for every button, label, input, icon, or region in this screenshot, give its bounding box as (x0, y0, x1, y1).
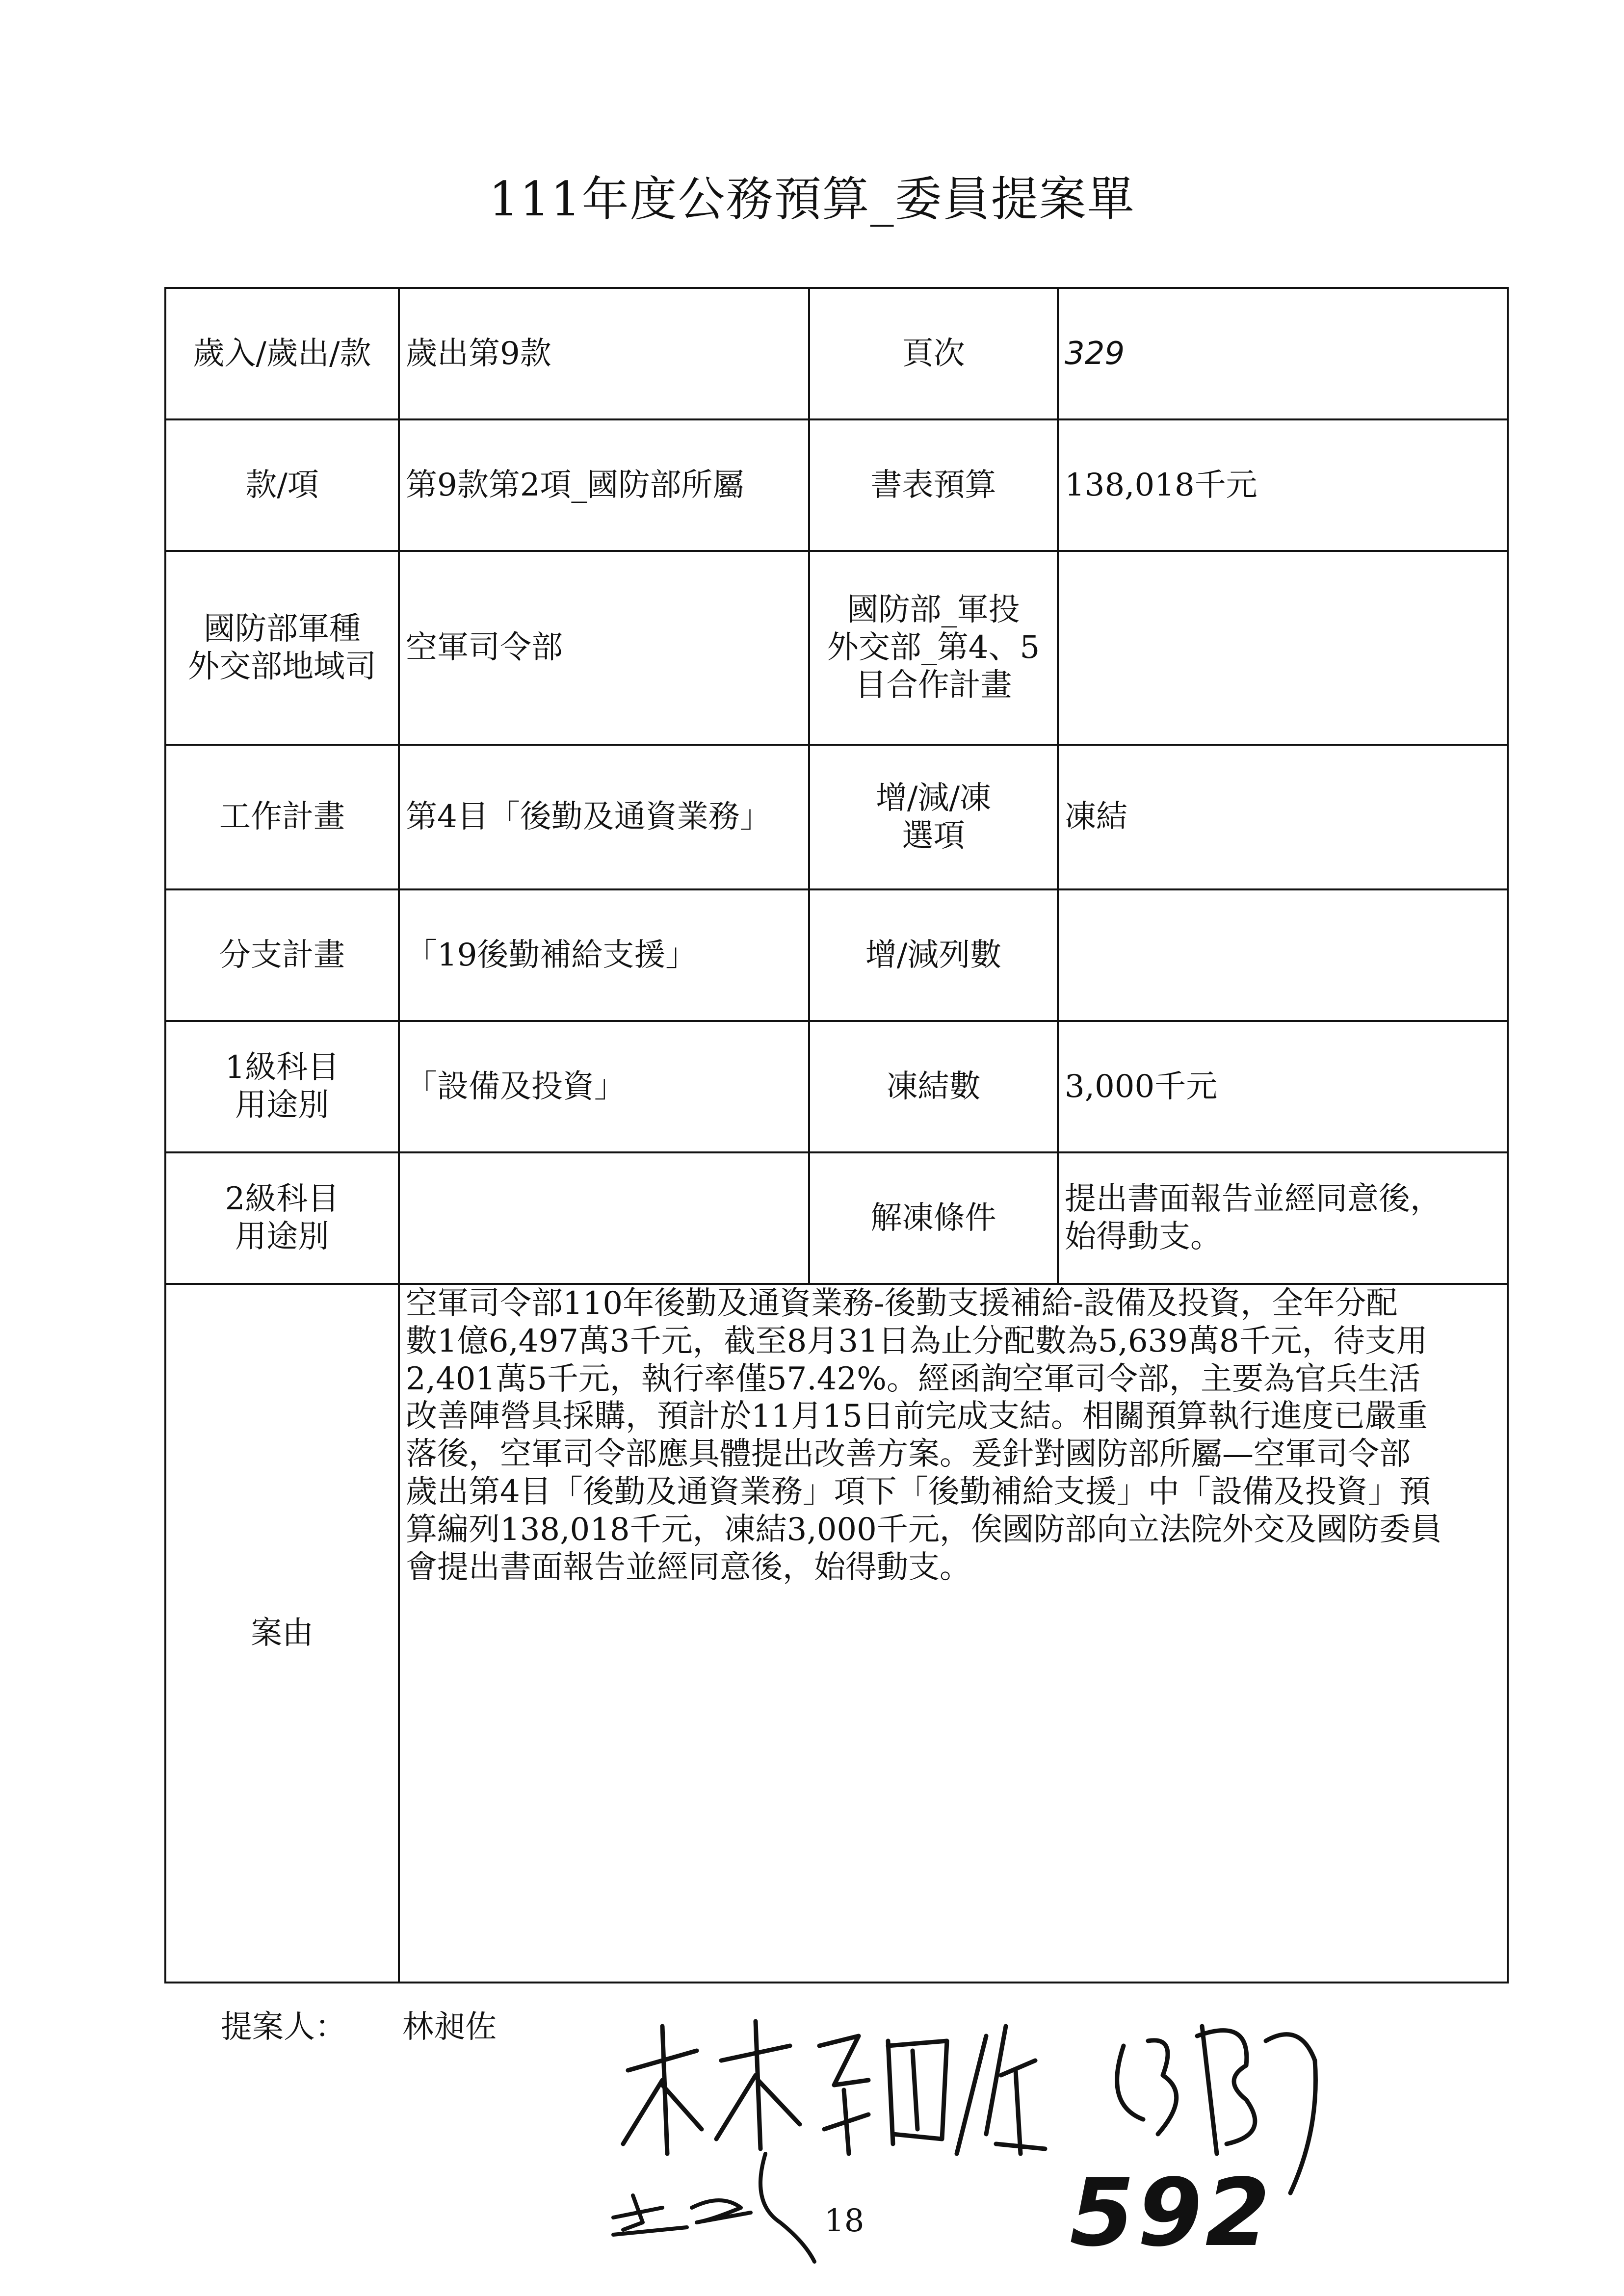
label-reason: 案由 (165, 1284, 399, 1983)
handwritten-initials (603, 2149, 829, 2267)
value-adjust-option: 凍結 (1058, 745, 1508, 889)
value-budget: 138,018千元 (1058, 419, 1508, 551)
label-level2-line-2: 用途別 (235, 1219, 329, 1255)
row-branch-plan (165, 889, 1508, 1021)
reason-line-1: 空軍司令部110年後勤及通資業務-後勤支援補給-設備及投資，全年分配 (406, 1285, 1398, 1322)
row-agency (165, 551, 1508, 745)
label-adjust-option (809, 745, 1058, 889)
label-cooperation-line-2: 外交部_第4、5 (827, 629, 1040, 666)
value-section: 第9款第2項_國防部所屬 (399, 419, 809, 551)
label-adjust-amount: 增/減列數 (809, 889, 1058, 1021)
label-agency (165, 551, 399, 745)
proposer-name: 林昶佐 (402, 2009, 497, 2045)
label-unfreeze-condition: 解凍條件 (809, 1152, 1058, 1284)
label-page: 頁次 (809, 288, 1058, 419)
reason-line-6: 歲出第4目「後勤及通資業務」項下「後勤補給支援」中「設備及投資」預 (406, 1473, 1431, 1510)
label-adjust-line-2: 選項 (902, 817, 965, 854)
label-agency-line-1: 國防部軍種 (204, 610, 361, 647)
reason-line-2: 數1億6,497萬3千元，截至8月31日為止分配數為5,639萬8千元，待支用 (406, 1323, 1428, 1359)
label-level1-line-2: 用途別 (235, 1087, 329, 1123)
value-work-plan: 第4目「後勤及通資業務」 (399, 745, 809, 889)
reason-line-5: 落後，空軍司令部應具體提出改善方案。爰針對國防部所屬—空軍司令部 (406, 1436, 1411, 1473)
label-branch-plan: 分支計畫 (165, 889, 399, 1021)
value-level1-subject: 「設備及投資」 (399, 1021, 809, 1152)
proposer-label: 提案人： (221, 2009, 346, 2045)
value-freeze-amount: 3,000千元 (1058, 1021, 1508, 1152)
label-category: 歲入/歲出/款 (165, 288, 399, 419)
value-agency: 空軍司令部 (399, 551, 809, 745)
label-level2-line-1: 2級科目 (225, 1181, 340, 1218)
label-level1-subject (165, 1021, 399, 1152)
reason-line-4: 改善陣營具採購，預計於11月15日前完成支結。相關預算執行進度已嚴重 (406, 1398, 1428, 1435)
label-cooperation-line-1: 國防部_軍投 (847, 592, 1020, 628)
label-work-plan: 工作計畫 (165, 745, 399, 889)
unfreeze-line-2: 始得動支。 (1065, 1219, 1222, 1255)
row-category (165, 288, 1508, 419)
page-title: 111年度公務預算_委員提案單 (489, 172, 1135, 227)
value-level2-subject (399, 1152, 809, 1284)
reason-line-3: 2,401萬5千元，執行率僅57.42%。經函詢空軍司令部，主要為官兵生活 (406, 1360, 1420, 1397)
label-level1-line-1: 1級科目 (225, 1049, 340, 1086)
value-category: 歲出第9款 (399, 288, 809, 419)
value-cooperation-plan (1058, 551, 1508, 745)
row-level2-subject (165, 1152, 1508, 1284)
row-reason (165, 1284, 1508, 1983)
proposal-form-table (164, 287, 1507, 1983)
reason-line-7: 算編列138,018千元，凍結3,000千元，俟國防部向立法院外交及國防委員 (406, 1511, 1442, 1548)
label-budget: 書表預算 (809, 419, 1058, 551)
reason-text (399, 1284, 1508, 1983)
row-section (165, 419, 1508, 551)
value-adjust-amount (1058, 889, 1508, 1021)
label-agency-line-2: 外交部地域司 (188, 648, 376, 685)
label-section: 款/項 (165, 419, 399, 551)
handwritten-stamp-number: 592 (1070, 2159, 1273, 2267)
row-level1-subject (165, 1021, 1508, 1152)
label-adjust-line-1: 增/減/凍 (875, 780, 992, 816)
unfreeze-line-1: 提出書面報告並經同意後， (1065, 1181, 1441, 1218)
value-branch-plan: 「19後勤補給支援」 (399, 889, 809, 1021)
value-unfreeze-condition (1058, 1152, 1508, 1284)
row-work-plan (165, 745, 1508, 889)
value-page-handwritten: 329 (1058, 288, 1508, 419)
page-number: 18 (824, 2203, 864, 2239)
label-freeze-amount: 凍結數 (809, 1021, 1058, 1152)
label-level2-subject (165, 1152, 399, 1284)
reason-line-8: 會提出書面報告並經同意後，始得動支。 (406, 1549, 971, 1586)
label-cooperation-line-3: 目合作計畫 (855, 667, 1012, 704)
label-cooperation-plan (809, 551, 1058, 745)
